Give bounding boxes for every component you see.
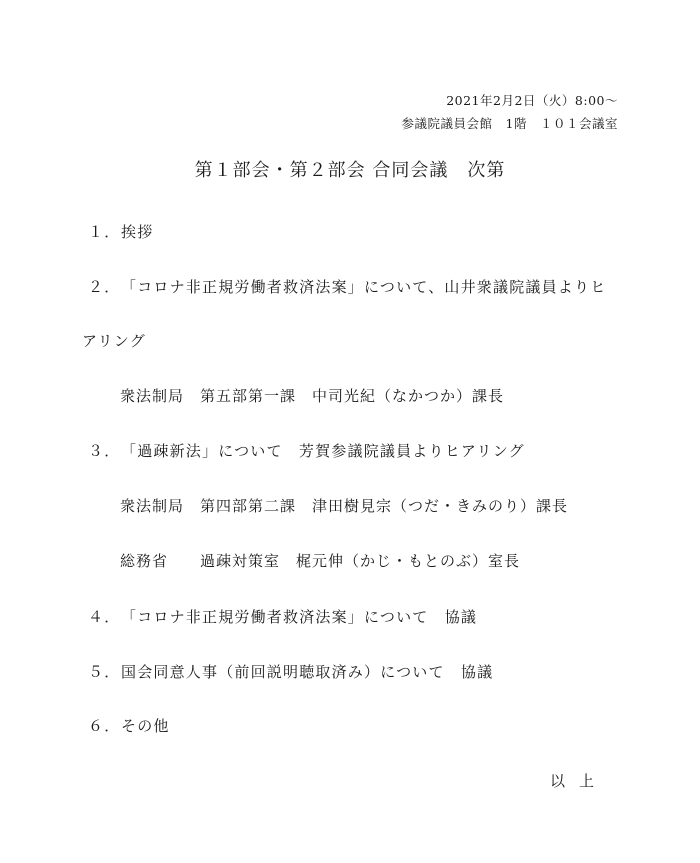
agenda-item-3 <box>88 440 525 461</box>
agenda-item-text: 「過疎新法」について 芳賀参議院議員よりヒアリング <box>121 442 525 460</box>
agenda-subitem: 総務省 過疎対策室 梶元伸（かじ・もとのぶ）室長 <box>120 552 521 570</box>
agenda-item-number: １． <box>88 223 121 241</box>
agenda-item-4 <box>88 606 477 627</box>
agenda-subitem: 衆法制局 第五部第一課 中司光紀（なかつか）課長 <box>120 387 505 405</box>
meeting-date: 2021年2月2日（火）8:00～ <box>446 93 618 108</box>
agenda-subitem: 衆法制局 第四部第二課 津田樹見宗（つだ・きみのり）課長 <box>120 497 569 515</box>
agenda-item-number: ２． <box>88 278 121 296</box>
agenda-item-2-continuation: アリング <box>82 332 146 350</box>
agenda-item-2 <box>88 276 606 297</box>
agenda-item-text: 「コロナ非正規労働者救済法案」について、山井衆議院議員よりヒ <box>121 278 607 296</box>
agenda-item-number: ５． <box>88 663 121 681</box>
agenda-item-text: 国会同意人事（前回説明聴取済み）について 協議 <box>121 663 494 681</box>
agenda-item-text: 「コロナ非正規労働者救済法案」について 協議 <box>121 608 478 626</box>
agenda-item-1 <box>88 221 153 242</box>
agenda-item-5 <box>88 661 493 682</box>
agenda-item-number: ３． <box>88 442 121 460</box>
agenda-item-6 <box>88 715 170 736</box>
agenda-item-number: ４． <box>88 608 121 626</box>
document-title: 第１部会・第２部会 合同会議 次第 <box>194 160 506 181</box>
meeting-venue: 参議院議員会館 1階 １０１会議室 <box>401 116 618 131</box>
agenda-item-number: ６． <box>88 717 121 735</box>
agenda-item-text: その他 <box>121 717 170 735</box>
agenda-item-text: 挨拶 <box>121 223 154 241</box>
closing-mark: 以上 <box>549 772 608 790</box>
